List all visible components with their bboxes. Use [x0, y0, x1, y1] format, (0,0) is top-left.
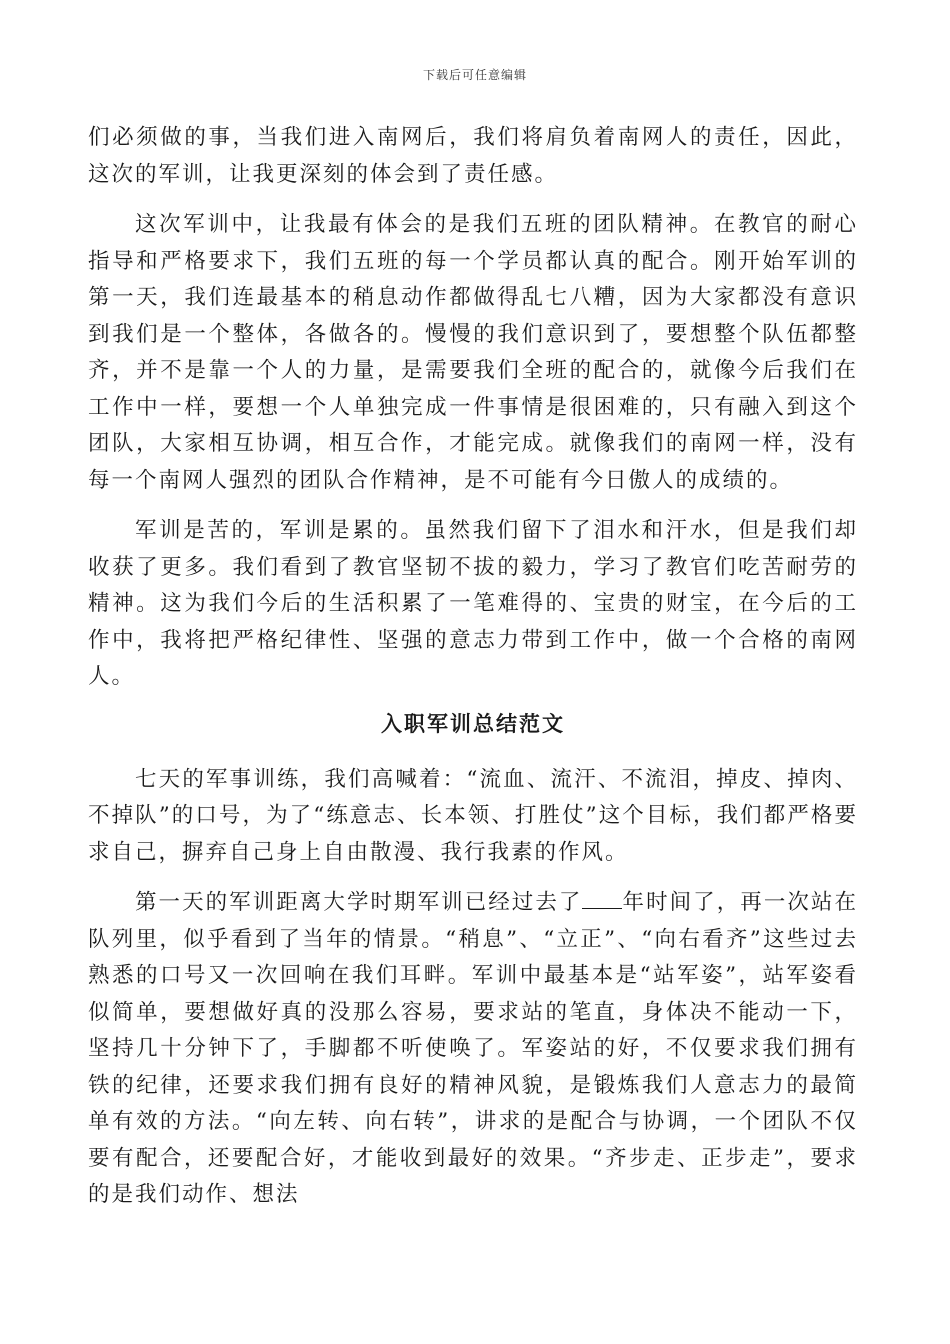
document-body: [88, 120, 858, 1214]
section-title: 入职军训总结范文: [381, 710, 565, 736]
paragraph-first-day-start: 第一天的军训距离大学时期军训已经过去了: [135, 890, 583, 915]
paragraph-team-spirit: 这次军训中，让我最有体会的是我们五班的团队精神。在教官的耐心指导和严格要求下，我们五班的每一个学员都认真的配合。刚开始军训的第一天，我们连最基本的稍息动作都做得乱七八糟，因为大家都没有意识到我们是一个整体，各做各的。慢慢的我们意识到了，要想整个队伍都整齐，并不是靠一个人的力量，是需要我们全班的配合的，就像今后我们在工作中一样，要想一个人单独完成一件事情是很困难的，只有融入到这个团队，大家相互协调，相互合作，才能完成。就像我们的南网一样，没有每一个南网人强烈的团队合作精神，是不可能有今日傲人的成绩的。: [88, 212, 858, 493]
paragraph-first-day: [88, 885, 858, 1214]
paragraph-continued: 们必须做的事，当我们进入南网后，我们将肩负着南网人的责任，因此，这次的军训，让我更深刻的体会到了责任感。: [88, 125, 858, 187]
page-header-note: 下载后可任意编辑: [422, 68, 527, 82]
paragraph-slogan: 七天的军事训练，我们高喊着：“流血、流汗、不流泪，掉皮、掉肉、不掉队”的口号，为了“练意志、长本领、打胜仗”这个目标，我们都严格要求自己，摒弃自己身上自由散漫、我行我素的作风。: [88, 766, 858, 865]
fill-in-blank: [582, 908, 622, 909]
paragraph-hardship: 军训是苦的，军训是累的。虽然我们留下了泪水和汗水，但是我们却收获了更多。我们看到了教官坚韧不拔的毅力，学习了教官们吃苦耐劳的精神。这为我们今后的生活积累了一笔难得的、宝贵的财宝，在今后的工作中，我将把严格纪律性、坚强的意志力带到工作中，做一个合格的南网人。: [88, 518, 858, 689]
paragraph-first-day-rest: 年时间了，再一次站在队列里，似乎看到了当年的情景。“稍息”、“立正”、“向右看齐”这些过去熟悉的口号又一次回响在我们耳畔。军训中最基本是“站军姿”，站军姿看似简单，要想做好真的没那么容易，要求站的笔直，身体决不能动一下，坚持几十分钟下了，手脚都不听使唤了。军姿站的好，不仅要求我们拥有铁的纪律，还要求我们拥有良好的精神风貌，是锻炼我们人意志力的最简单有效的方法。“向左转、向右转”，讲求的是配合与协调，一个团队不仅要有配合，还要配合好，才能收到最好的效果。“齐步走、正步走”，要求的是我们动作、想法: [88, 890, 858, 1207]
